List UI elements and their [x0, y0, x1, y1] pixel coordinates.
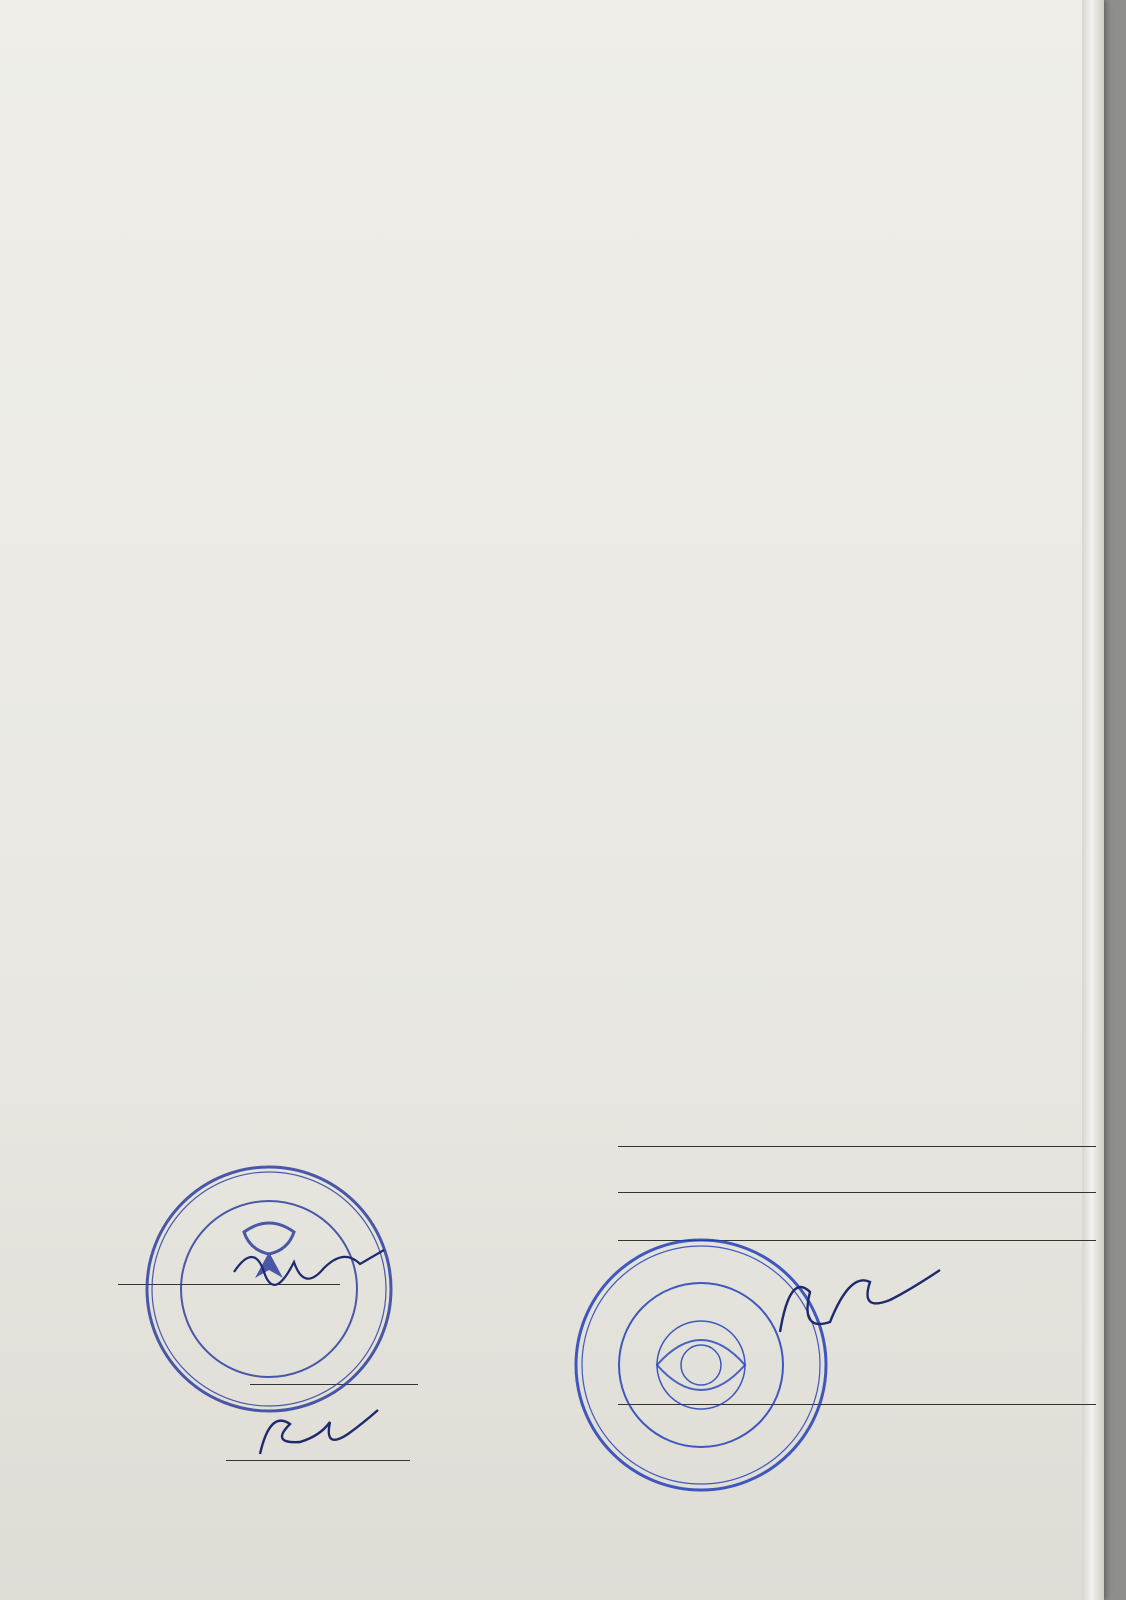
enterprise-address-line: [618, 1192, 1096, 1193]
enterprise-name-line: [618, 1146, 1096, 1147]
enterprise-director-signature: [760, 1262, 960, 1352]
head-signature: [240, 1404, 400, 1474]
state-emblem-icon: [657, 1340, 745, 1390]
rector-signature: [224, 1232, 394, 1318]
